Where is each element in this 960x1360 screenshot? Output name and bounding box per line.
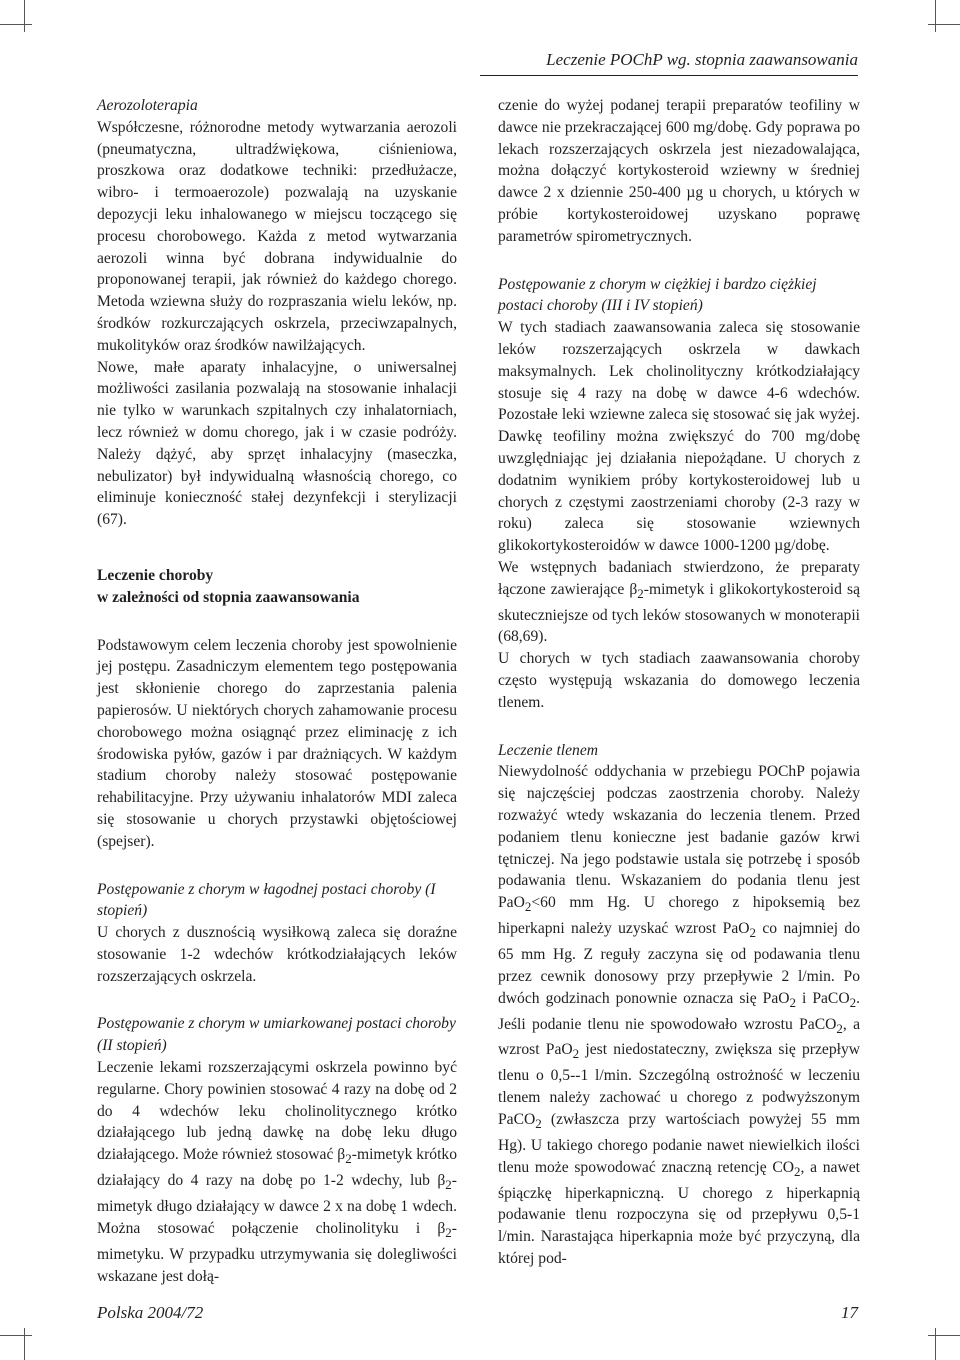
paragraph: Niewydolność oddychania w przebiegu POChP pojawia się najczęściej podczas zaostrzenia choroby. Należy rozważyć wtedy wskazania do leczenia tlenem. Przed podaniem tlenu konieczne jest badanie gazów krwi tętniczej. Na jego podstawie ustala się potrzebę i sposób podawania tlenu. Wskazaniem do podania tlenu jest PaO$_2$<60 mm Hg. U chorego z hipoksemią bez hiperkapni należy uzyskać wzrost PaO$_2$ co najmniej do 65 mm Hg. Z reguły zaczyna się od podawania tlenu przez cewnik donosowy przy przepływie 2 l/min. Po dwóch godzinach ponownie oznacza się PaO$_2$ i PaCO$_2$. Jeśli podanie tlenu nie spowodowało wzrostu PaCO$_2$, a wzrost PaO$_2$ jest niedostateczny, zwiększa się przepływ tlenu o 0,5--1 l/min. Szczególną ostrożność w leczeniu tlenem należy zachować u chorego z podwyższonym PaCO$_2$ (zwłaszcza przy wartościach powyżej 55 mm Hg). U takiego chorego podanie nawet niewielkich ilości tlenu może spowodować znaczną retencję $CO_2$, a nawet śpiączkę hiperkapniczną. U chorego z hiperkapnią podawanie tlenu rozpoczyna się od przepływu 0,5-1 l/min. Narastająca hiperkapnia może być przyczyną, dla której pod-: [498, 763, 861, 1267]
moderate-stage-heading: Postępowanie z chorym w umiarkowanej postaci choroby (II stopień): [97, 1015, 456, 1055]
paragraph: U chorych z dusznością wysiłkową zaleca się doraźne stosowanie 1-2 wdechów krótkodziałających leków rozszerzających oskrzela.: [97, 924, 457, 985]
crop-mark: [24, 1328, 25, 1360]
section-title: Leczenie choroby: [97, 566, 214, 584]
paragraph: Współczesne, różnorodne metody wytwarzania aerozoli (pneumatyczna, ultradźwiękowa, ciśnieniowa, proszkowa oraz dodatkowe techniki: przedłużacze, wibro- i termoaerozole) pozwalają na uzyskanie depozycji leku inhalowanego w miejscu toczącego się procesu chorobowego. Każda z metod wytwarzania aerozoli winna być dobrana indywidualnie do proponowanej terapii, jak również do każdego chorego. Metoda wziewna służy do rozpraszania wielu leków, np. środków rozkurczających oskrzela, przeciwzapalnych, mukolityków oraz środków nawilżających.: [97, 118, 457, 354]
paragraph: Podstawowym celem leczenia choroby jest spowolnienie jej postępu. Zasadniczym elementem tego postępowania jest skłonienie chorego do zaprzestania palenia papierosów. U niektórych chorych zahamowanie procesu chorobowego można osiągnąć przez eliminację z ich środowiska pyłów, gazów i par drażniących. W każdym stadium choroby należy stosować postępowanie rehabilitacyjne. Przy używaniu inhalatorów MDI zaleca się stosowanie u chorych przystawki objętościowej (spejser).: [97, 636, 457, 850]
crop-mark: [928, 24, 960, 25]
paragraph: We wstępnych badaniach stwierdzono, że preparaty łączone zawierające $\beta_2$-mimetyk i glikokortykosteroid są skuteczniejsze od tych leków stosowanych w monoterapii (68,69).: [498, 558, 860, 646]
page-number: 17: [841, 1303, 858, 1322]
crop-mark: [0, 24, 32, 25]
section-title-line2: w zależności od stopnia zaawansowania: [97, 588, 360, 606]
paragraph: Leczenie lekami rozszerzającymi oskrzela powinno być regularne. Chory powinien stosować 4 razy na dobę od 2 do 4 wdechów leku cholinolitycznego krótko działającego lub jedną dawkę na dobę leku długo działającego. Może również stosować $\beta_2$-mimetyk krótko działający do 4 razy na dobę po 1-2 wdechy, lub $\beta_2$-mimetyk długo działający w dawce 2 x na dobę 1 wdech. Można stosować połączenie cholinolityku i $\beta_2$-mimetyku. W przypadku utrzymywania się dolegliwości wskazane jest dołą-: [97, 1059, 457, 1285]
oxygen-therapy-heading: Leczenie tlenem: [498, 741, 599, 759]
journal-footer: Polska 2004/72: [97, 1303, 204, 1322]
running-header: Leczenie POChP wg. stopnia zaawansowania: [480, 47, 858, 76]
crop-mark: [24, 0, 25, 32]
right-column: [498, 95, 860, 1270]
crop-mark: [0, 1335, 32, 1336]
crop-mark: [935, 1328, 936, 1360]
aerosol-therapy-heading: Aerozoloterapia: [97, 97, 198, 114]
severe-stage-heading: Postępowanie z chorym w ciężkiej i bardzo ciężkiej postaci choroby (III i IV stopień): [498, 275, 817, 315]
paragraph: Nowe, małe aparaty inhalacyjne, o uniwersalnej możliwości zasilania pozwalają na stosowanie inhalacji nie tylko w warunkach szpitalnych czy inhalatorniach, lecz również w domu chorego, jak i w czasie podróży. Należy dążyć, aby sprzęt inhalacyjny (maseczka, nebulizator) był indywidualną własnością chorego, co eliminuje konieczność stałej dezynfekcji i sterylizacji (67).: [97, 358, 457, 529]
left-column: [97, 95, 457, 1287]
crop-mark: [928, 1335, 960, 1336]
mild-stage-heading: Postępowanie z chorym w łagodnej postaci choroby (I stopień): [97, 880, 436, 920]
crop-mark: [935, 0, 936, 32]
paragraph: U chorych w tych stadiach zaawansowania choroby często występują wskazania do domowego leczenia tlenem.: [498, 650, 860, 711]
paragraph: czenie do wyżej podanej terapii preparatów teofiliny w dawce nie przekraczającej 600 mg/dobę. Gdy poprawa po lekach rozszerzających oskrzela jest niezadowalająca, można dołączyć kortykosteroid wziewny w średniej dawce 2 x dziennie 250-400 µg u chorych, u których w próbie kortykosteroidowej uzyskano poprawę parametrów spirometrycznych.: [498, 97, 860, 245]
paragraph: W tych stadiach zaawansowania zaleca się stosowanie leków rozszerzających oskrzela w dawkach maksymalnych. Lek cholinolityczny krótkodziałający stosuje się 4 razy na dobę w dawce 4-6 wdechów. Pozostałe leki wziewne zaleca się stosować się jak wyżej. Dawkę teofiliny można zwiększyć do 700 mg/dobę uwzględniając jej działania niepożądane. U chorych z dodatnim wynikiem próby kortykosteroidowej lub u chorych z częstymi zaostrzeniami choroby (2-3 razy w roku) zaleca się stosowanie wziewnych glikokortykosteroidów w dawce 1000-1200 µg/dobę.: [498, 319, 860, 555]
